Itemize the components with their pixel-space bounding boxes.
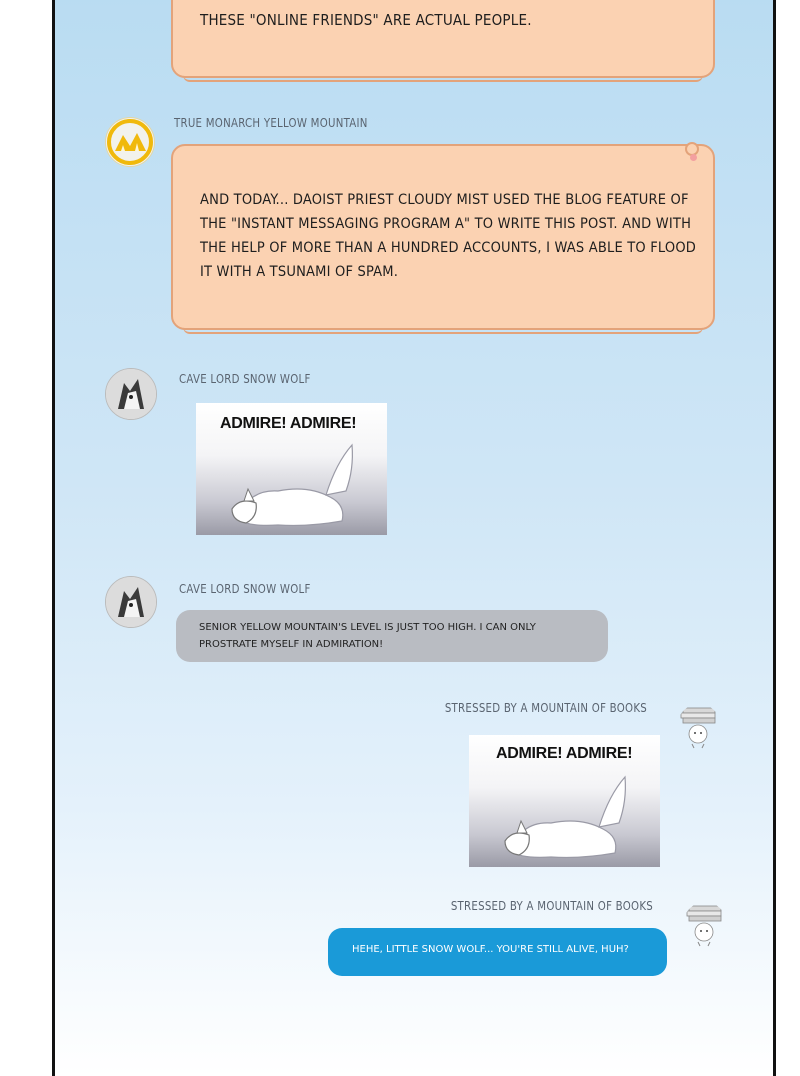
sender-name-2: TRUE MONARCH YELLOW MOUNTAIN	[174, 116, 368, 130]
wolf-icon	[106, 369, 156, 419]
books-avatar-2[interactable]	[683, 902, 727, 948]
message-text-2: AND TODAY... DAOIST PRIEST CLOUDY MIST USED THE BLOG FEATURE OF THE "INSTANT MESSAGING PROGRAM A" TO WRITE THIS POST. AND WITH THE HELP OF MORE THAN A HUNDRED ACCOUNTS, I WAS ABLE TO FLOOD IT WITH A TSUNAMI OF SPAM.	[200, 192, 697, 280]
sender-name-3: CAVE LORD SNOW WOLF	[179, 372, 311, 386]
snow-wolf-avatar[interactable]	[105, 368, 157, 420]
wolf-icon	[106, 577, 156, 627]
chat-panel	[52, 0, 776, 1076]
message-bubble-6	[328, 928, 667, 976]
admire-sticker-2[interactable]	[469, 735, 660, 867]
sender-name-5: STRESSED BY A MOUNTAIN OF BOOKS	[444, 701, 647, 715]
message-bubble-4	[176, 610, 608, 662]
books-avatar[interactable]	[677, 704, 721, 750]
prostrating-wolf-icon	[491, 771, 641, 863]
blush-icon	[690, 154, 697, 161]
message-text-6: HEHE, LITTLE SNOW WOLF... YOU'RE STILL ALIVE, HUH?	[352, 944, 629, 955]
sticker-caption-2: ADMIRE! ADMIRE!	[496, 745, 633, 762]
snow-wolf-avatar-2[interactable]	[105, 576, 157, 628]
sender-name-4: CAVE LORD SNOW WOLF	[179, 582, 311, 596]
mountain-emblem-icon	[106, 118, 154, 166]
admire-sticker-1[interactable]	[196, 403, 387, 535]
prostrating-wolf-icon	[218, 439, 368, 531]
message-text-4: SENIOR YELLOW MOUNTAIN'S LEVEL IS JUST TOO HIGH. I CAN ONLY PROSTRATE MYSELF IN ADMIRATION!	[199, 622, 536, 650]
sticker-caption-1: ADMIRE! ADMIRE!	[220, 415, 357, 432]
message-text-1: THESE "ONLINE FRIENDS" ARE ACTUAL PEOPLE.	[200, 11, 532, 29]
message-bubble-2	[171, 144, 715, 330]
book-stack-icon	[683, 902, 727, 948]
message-bubble-1	[171, 0, 715, 78]
yellow-mountain-avatar[interactable]	[105, 117, 155, 167]
book-stack-icon	[677, 704, 721, 750]
sender-name-6: STRESSED BY A MOUNTAIN OF BOOKS	[450, 899, 653, 913]
